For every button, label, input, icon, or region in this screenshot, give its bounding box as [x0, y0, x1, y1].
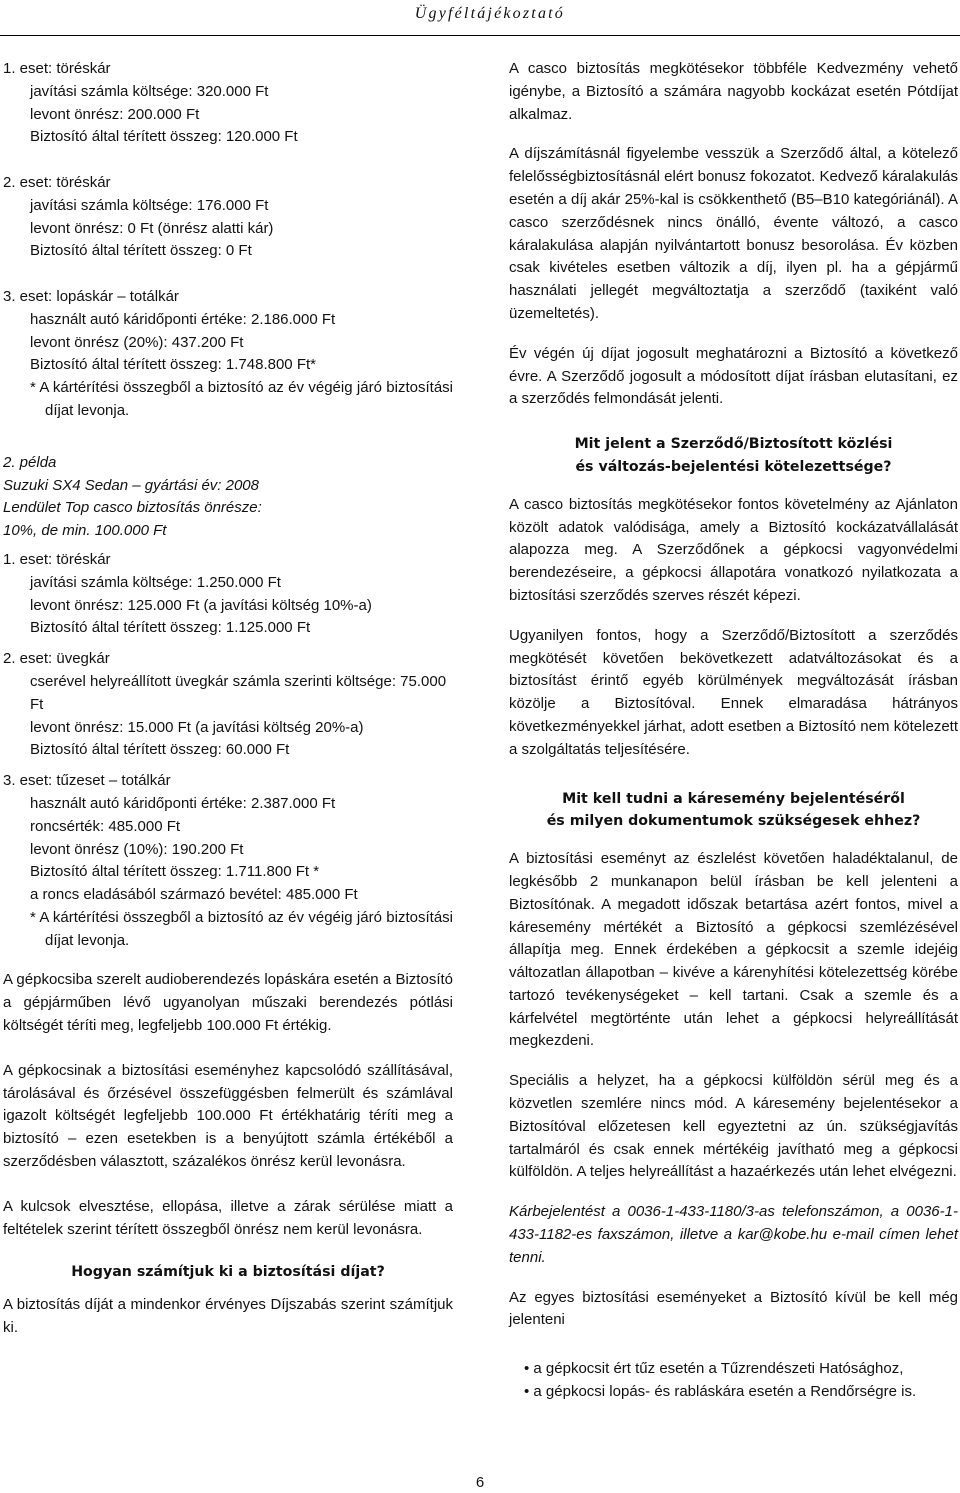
list-item: • a gépkocsi lopás- és rabláskára esetén a Rendőrségre is.: [524, 1383, 917, 1401]
ex1-case1-line3: Biztosító által térített összeg: 120.000 Ft: [30, 128, 298, 146]
claims-heading-line1: Mit kell tudni a káresemény bejelentéséről: [562, 790, 905, 807]
transport-paragraph: A gépkocsinak a biztosítási eseményhez kapcsolódó szállításával, tárolásával és őrzésével összefüggésben felmerült és számlával igazolt költségét legfeljebb 100.000 Ft értékhatárig téríti meg a biztosító – ezen esetekben is a benyújtott számla értékéből a szerződésben választott, százalékos önrész kerül levonásra.: [3, 1061, 453, 1171]
ex2-case3-line5: a roncs eladásából származó bevétel: 485.000 Ft: [30, 886, 358, 904]
ex1-case3-line2: levont önrész (20%): 437.200 Ft: [30, 333, 244, 351]
disclosure-heading-line1: Mit jelent a Szerződő/Biztosított közlési: [574, 436, 893, 453]
ex1-case3-line3: Biztosító által térített összeg: 1.748.800 Ft*: [30, 356, 316, 374]
disclosure-heading: [509, 433, 958, 479]
ex1-case3-title: 3. eset: lopáskár – totálkár: [3, 287, 179, 305]
ex2-car: Suzuki SX4 Sedan – gyártási év: 2008: [3, 476, 259, 494]
claim-report-paragraph: A biztosítási eseményt az észlelést követően haladéktalanul, de legkésőbb 2 munkanapon belül írásban be kell jelenteni a Biztosítónak. A megadott időszak betartása azért fontos, mivel a káresemény mértékét a Biztosító a gépkocsi szemlézésével állapítja meg. Ennek érdekében a gépkocsit a szemle idejéig változatlan állapotban – kivéve a kárenyhítési kötelezettség körébe tartozó tevékenységeket – kell tartani. Csak a szemle és a kárfelvétel megtörténte után lehet a gépkocsi helyreállítását megkezdeni.: [509, 850, 958, 1050]
ex2-case1-line2: levont önrész: 125.000 Ft (a javítási költség 10%-a): [30, 596, 372, 614]
header-title: Ügyféltájékoztató: [414, 5, 565, 22]
example-1-block: [3, 58, 453, 423]
change-notice-paragraph: Ugyanilyen fontos, hogy a Szerződő/Biztosított a szerződés megkötését követően bekövetkezett adatváltozásokat és a biztosítást érintő egyéb körülmények megváltozását írásban közölje a Biztosítóval. Ennek elmaradása hátrányos következményekkel járhat, adott esetben a Biztosító nem kötelezett a szolgáltatás teljesítésére.: [509, 626, 958, 758]
example-2-block: [3, 452, 453, 953]
ex2-case2-title: 2. eset: üvegkár: [3, 650, 110, 668]
ex2-case3-title: 3. eset: tűzeset – totálkár: [3, 772, 171, 790]
ex2-case3-footnote: * A kártérítési összegből a biztosító az év végéig járó biztosítási díjat levonja.: [30, 908, 453, 949]
ex1-case2-line2: levont önrész: 0 Ft (önrész alatti kár): [30, 219, 274, 237]
ex2-case3-line4: Biztosító által térített összeg: 1.711.800 Ft *: [30, 863, 320, 881]
ex1-case3-footnote: * A kártérítési összegből a biztosító az év végéig járó biztosítási díjat levonja.: [30, 379, 453, 419]
claims-heading: [509, 788, 958, 834]
ex2-case2-line1: cserével helyreállított üvegkár számla szerinti költsége: 75.000 Ft: [30, 672, 447, 713]
abroad-paragraph: Speciális a helyzet, ha a gépkocsi külföldön sérül meg és a közvetlen szemlére nincs mód. A káresemény bejelentésekor a Biztosítóval előzetesen kell egyeztetni az ún. szükségjavítás tartalmáról és csak ennek mértékéig javítható meg a gépkocsi külföldön. A teljes helyreállítást a hazaérkezés után lehet elvégezni.: [509, 1072, 958, 1181]
ex2-case3-line3: levont önrész (10%): 190.200 Ft: [30, 840, 244, 858]
ex2-title: 2. példa: [3, 453, 57, 471]
fee-paragraph: A biztosítás díját a mindenkor érvényes Díjszabás szerint számítjuk ki.: [3, 1296, 453, 1337]
contact-paragraph: Kárbejelentést a 0036-1-433-1180/3-as telefonszámon, a 0036-1-433-1182-es faxszámon, illetve a kar@kobe.hu e-mail címen lehet tenni.: [509, 1203, 958, 1266]
audio-paragraph: A gépkocsiba szerelt audioberendezés lopáskára esetén a Biztosító a gépjárműben lévő ugyanolyan műszaki berendezés pótlási költségét téríti meg, legfeljebb 100.000 Ft értékig.: [3, 971, 453, 1035]
ex2-case1-title: 1. eset: töréskár: [3, 550, 111, 568]
ex2-case3-line1: használt autó káridőponti értéke: 2.387.000 Ft: [30, 794, 336, 812]
fee-heading: Hogyan számítjuk ki a biztosítási díjat?: [71, 1264, 385, 1281]
discount-paragraph: A casco biztosítás megkötésekor többféle Kedvezmény vehető igénybe, a Biztosító a számára nagyobb kockázat esetén Pótdíjat alkalmaz.: [509, 60, 958, 123]
ex2-deductible-line2: 10%, de min. 100.000 Ft: [3, 522, 167, 540]
new-fee-paragraph: Év végén új díjat jogosult meghatározni a Biztosító a következő évre. A Szerződő jogosult a módosított díjat írásban elutasítani, ez a szerződés felmondását jelenti.: [509, 344, 958, 408]
ex2-case1-line1: javítási számla költsége: 1.250.000 Ft: [30, 573, 281, 591]
ex2-deductible-line1: Lendület Top casco biztosítás önrésze:: [3, 499, 262, 517]
keys-paragraph: A kulcsok elvesztése, ellopása, illetve a zárak sérülése miatt a feltételek szerint térített összegből önrész nem kerül levonásra.: [3, 1197, 453, 1238]
other-reporting-paragraph: Az egyes biztosítási eseményeket a Biztosító kívül be kell még jelenteni: [509, 1288, 958, 1329]
disclosure-paragraph: A casco biztosítás megkötésekor fontos követelmény az Ajánlaton közölt adatok valódisága, amely a Biztosító kockázatvállalását alapozza meg. A Szerződőnek a gépkocsi vagyonvédelmi berendezéseire, a gépkocsi állapotára vonatkozó nyilatkozata a biztosítási szerződés szerves részét képezi.: [509, 495, 958, 604]
ex1-case2-line1: javítási számla költsége: 176.000 Ft: [30, 196, 269, 214]
ex2-case2-line3: Biztosító által térített összeg: 60.000 Ft: [30, 741, 290, 759]
ex1-case2-line3: Biztosító által térített összeg: 0 Ft: [30, 242, 252, 260]
ex1-case1-line1: javítási számla költsége: 320.000 Ft: [30, 82, 269, 100]
ex1-case1-line2: levont önrész: 200.000 Ft: [30, 105, 200, 123]
page-header: [0, 0, 960, 38]
ex1-case3-line1: használt autó káridőponti értéke: 2.186.000 Ft: [30, 310, 336, 328]
reporting-list: [509, 1358, 958, 1404]
page-number: 6: [475, 1474, 485, 1491]
header-rule: [0, 35, 960, 36]
ex2-case1-line3: Biztosító által térített összeg: 1.125.000 Ft: [30, 619, 311, 637]
right-column: [509, 58, 958, 1404]
ex1-case2-title: 2. eset: töréskár: [3, 173, 111, 191]
ex2-case3-line2: roncsérték: 485.000 Ft: [30, 817, 181, 835]
ex1-case1-title: 1. eset: töréskár: [3, 60, 111, 77]
ex2-case2-line2: levont önrész: 15.000 Ft (a javítási költség 20%-a): [30, 718, 364, 736]
list-item: • a gépkocsit ért tűz esetén a Tűzrendészeti Hatósághoz,: [524, 1360, 904, 1378]
claims-heading-line2: és milyen dokumentumok szükségesek ehhez?: [546, 813, 921, 830]
bonus-paragraph: A díjszámításnál figyelembe vesszük a Szerződő által, a kötelező felelősségbiztosításnál elért bonusz fokozatot. Kedvező káralakulás esetén a díj akár 25%-kal is csökkenthető (B5–B10 kategóriánál). A casco szerződésnek nincs önálló, évente változó, a casco káralakulása alapján nyilvántartott bonusz besorolása. Év közben csak kivételes esetben változik a díj, ilyen pl. ha a gépjármű használati jellegét megváltoztatja a szerződő (taxiként való üzemeltetés).: [509, 145, 958, 322]
disclosure-heading-line2: és változás-bejelentési kötelezettsége?: [575, 458, 892, 475]
left-column: [3, 58, 453, 1340]
